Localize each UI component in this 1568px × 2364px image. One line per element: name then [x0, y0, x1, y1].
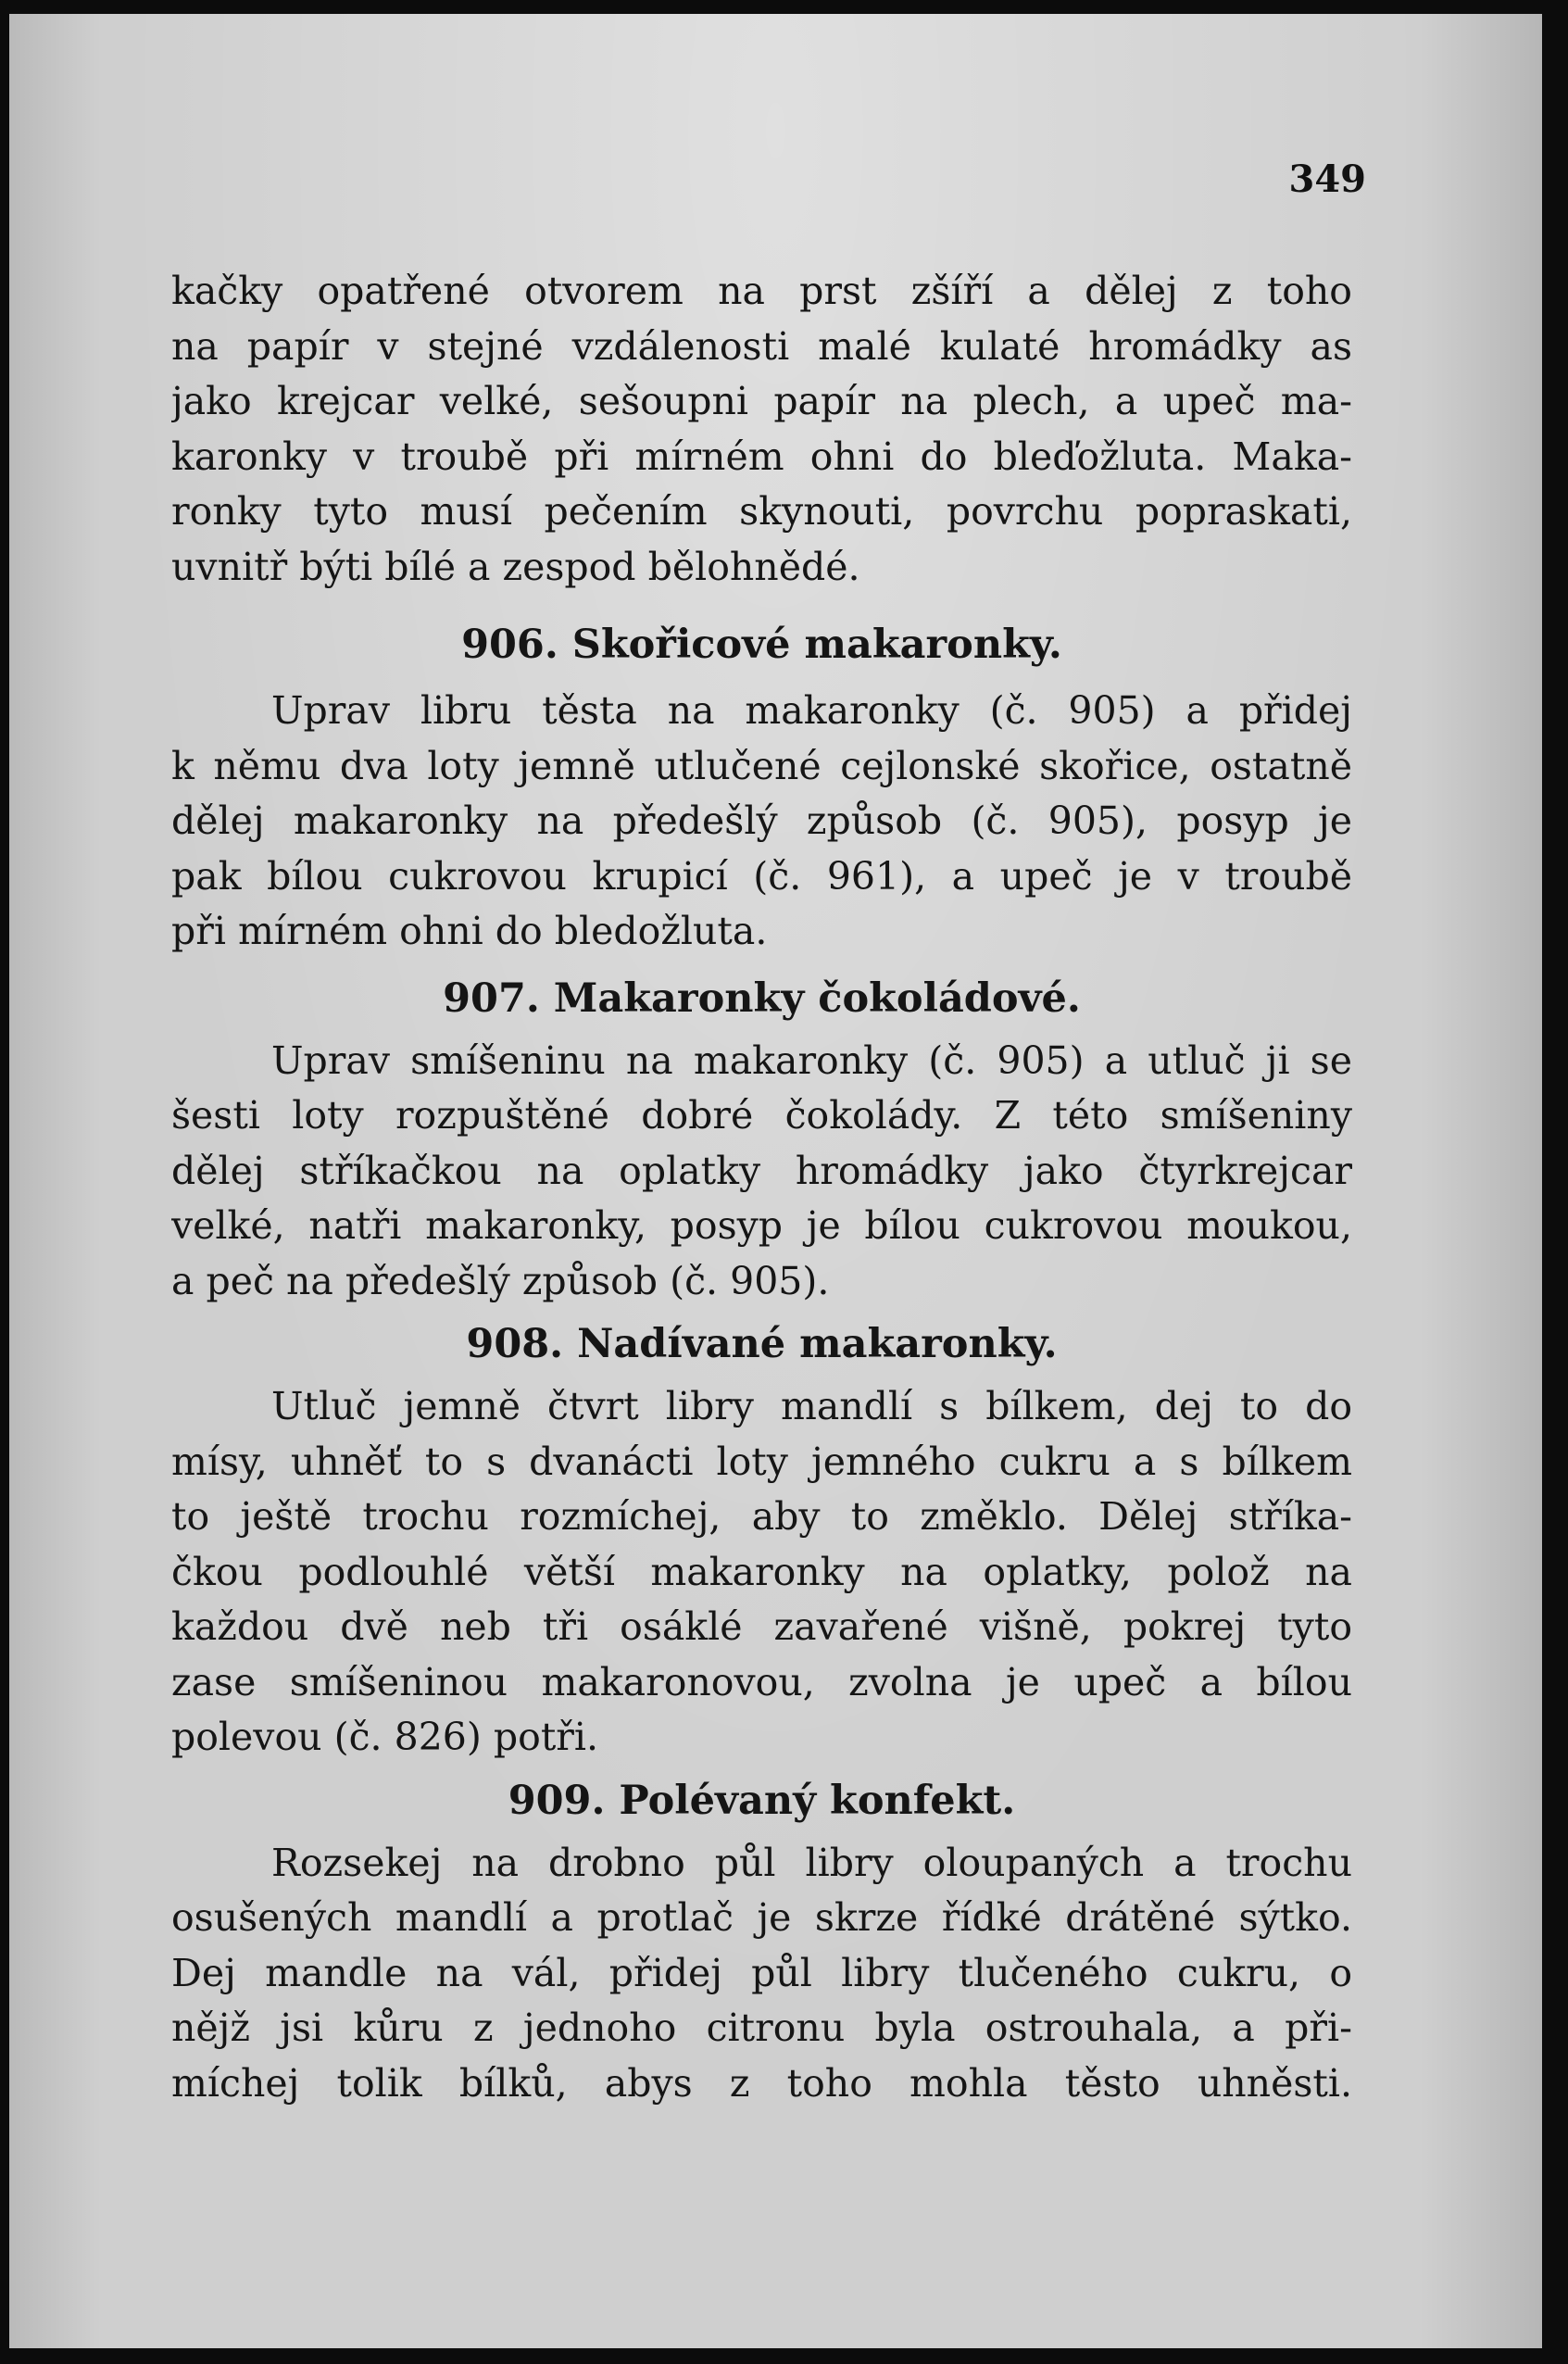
text-line: na papír v stejné vzdálenosti malé kulaté hromádky as — [171, 323, 1352, 369]
book-page — [9, 14, 1542, 2348]
text-line: mísy, uhněť to s dvanácti loty jemného cukru a s bílkem — [171, 1439, 1352, 1484]
text-line: ronky tyto musí pečením skynouti, povrchu popraskati, — [171, 489, 1352, 534]
text-line: to ještě trochu rozmíchej, aby to změklo. Dělej stříka- — [171, 1494, 1352, 1539]
text-line: zase smíšeninou makaronovou, zvolna je upeč a bílou — [171, 1659, 1352, 1704]
recipe-907-text — [171, 1034, 1352, 1310]
text-line: Dej mandle na vál, přidej půl libry tlučeného cukru, o — [171, 1950, 1352, 1995]
text-line: dělej makaronky na předešlý způsob (č. 905), posyp je — [171, 798, 1352, 843]
page-number: 349 — [1288, 157, 1366, 201]
text-line: kačky opatřené otvorem na prst zšíří a dělej z toho — [171, 269, 1352, 313]
text-line: míchej tolik bílků, abys z toho mohla těsto uhněsti. — [171, 2060, 1352, 2106]
text-line: a peč na předešlý způsob (č. 905). — [171, 1258, 830, 1303]
text-line: Rozsekej na drobno půl libry oloupaných a trochu — [271, 1840, 1352, 1885]
recipe-909-text — [171, 1836, 1352, 2112]
recipe-heading-907: 907. Makaronky čokoládové. — [443, 975, 1081, 1022]
text-line: uvnitř býti bílé a zespod bělohnědé. — [171, 544, 860, 589]
recipe-heading-909: 909. Polévaný konfekt. — [508, 1777, 1016, 1824]
recipe-906-text — [171, 684, 1352, 960]
text-line: každou dvě neb tři osáklé zavařené višně, pokrej tyto — [171, 1604, 1352, 1649]
text-line: karonky v troubě při mírném ohni do bleďožluta. Maka- — [171, 434, 1352, 479]
text-line: velké, natři makaronky, posyp je bílou cukrovou moukou, — [171, 1203, 1352, 1248]
recipe-908-text — [171, 1379, 1352, 1766]
text-line: čkou podlouhlé větší makaronky na oplatky, polož na — [171, 1549, 1352, 1594]
page-content — [171, 264, 1352, 2111]
text-line: nějž jsi kůru z jednoho citronu byla ostrouhala, a při- — [171, 2006, 1352, 2050]
text-line: osušených mandlí a protlač je skrze řídké drátěné sýtko. — [171, 1895, 1352, 1940]
recipe-heading-906: 906. Skořicové makaronky. — [461, 622, 1062, 668]
text-line: Utluč jemně čtvrt libry mandlí s bílkem, dej to do — [271, 1384, 1352, 1428]
text-line: dělej stříkačkou na oplatky hromádky jako čtyrkrejcar — [171, 1148, 1352, 1193]
text-line: Uprav smíšeninu na makaronky (č. 905) a utluč ji se — [271, 1037, 1352, 1083]
text-line: polevou (č. 826) potři. — [171, 1715, 599, 1759]
text-line: Uprav libru těsta na makaronky (č. 905) a přidej — [271, 688, 1352, 733]
text-line: šesti loty rozpuštěné dobré čokolády. Z této smíšeniny — [171, 1093, 1352, 1138]
text-line: jako krejcar velké, sešoupni papír na plech, a upeč ma- — [171, 379, 1352, 423]
recipe-heading-908: 908. Nadívané makaronky. — [466, 1321, 1058, 1367]
text-line: při mírném ohni do bledožluta. — [171, 909, 768, 953]
text-line: pak bílou cukrovou krupicí (č. 961), a upeč je v troubě — [171, 853, 1352, 899]
intro-paragraph — [171, 264, 1352, 595]
text-line: k němu dva loty jemně utlučené cejlonské skořice, ostatně — [171, 743, 1352, 788]
